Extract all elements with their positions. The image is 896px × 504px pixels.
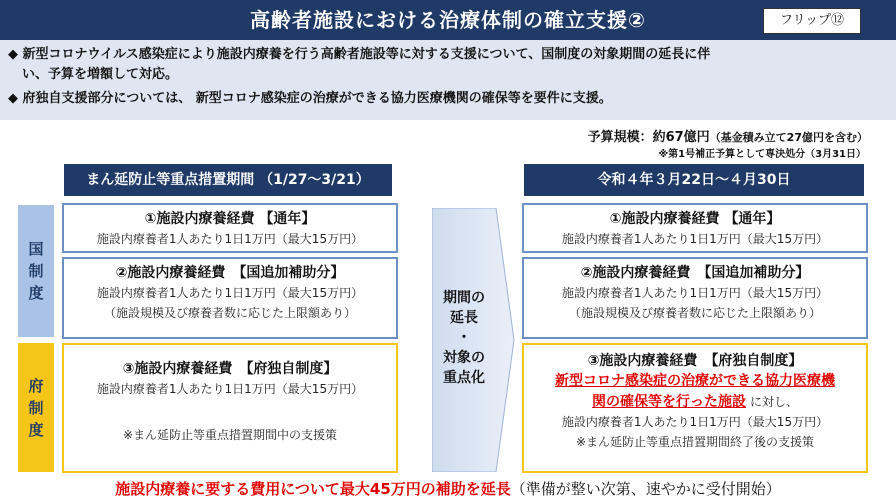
right-box-3-note: ※まん延防止等重点措置期間終了後の支援策 xyxy=(575,435,815,449)
left-period-header: まん延防止等重点措置期間 （1/27～3/21） xyxy=(64,164,392,196)
left-box-2-line: 施設内療養者1人あたり1日1万円（最大15万円） xyxy=(96,286,364,300)
right-box-2-line: 施設内療養者1人あたり1日1万円（最大15万円） xyxy=(561,286,829,300)
right-box-3 xyxy=(522,343,868,473)
right-box-3-requirement-1: 新型コロナ感染症の治療ができる協力医療機 xyxy=(555,373,835,389)
arrow-label: 期間の 延長 ・ 対象の 重点化 xyxy=(443,290,485,386)
right-box-2-title: ②施設内療養経費 【国追加補助分】 xyxy=(580,265,810,281)
left-box-1-line: 施設内療養者1人あたり1日1万円（最大15万円） xyxy=(96,232,364,246)
left-box-3-note: ※まん延防止等重点措置期間中の支援策 xyxy=(122,428,338,442)
right-box-1-title: ①施設内療養経費 【通年】 xyxy=(609,211,781,227)
intro-bullet-1-cont: い、予算を増額して対応。 xyxy=(22,67,179,82)
national-system-label: 国 制 度 xyxy=(18,205,54,337)
footer-summary xyxy=(0,478,896,500)
left-box-1-title: ①施設内療養経費 【通年】 xyxy=(144,211,316,227)
right-box-2 xyxy=(522,257,868,339)
intro-bullet-2: ◆ 府独自支援部分については、 新型コロナ感染症の治療ができる協力医療機関の確保等を要件に支援。 xyxy=(8,91,612,106)
budget-main: 予算規模：約67億円 xyxy=(587,130,710,145)
intro-bullet-1: ◆ 新型コロナウイルス感染症により施設内療養を行う高齢者施設等に対する支援について、国制度の対象期間の延長に伴 xyxy=(8,47,711,62)
budget-line xyxy=(0,126,868,145)
budget-detail: （基金積み立て27億円を含む） xyxy=(709,131,868,144)
right-box-3-suffix: に対し、 xyxy=(749,395,798,409)
intro-panel xyxy=(0,40,896,120)
left-box-2 xyxy=(62,257,398,339)
right-box-3-requirement-row xyxy=(524,391,866,412)
left-box-2-title: ②施設内療養経費 【国追加補助分】 xyxy=(115,265,345,281)
left-box-3-title: ③施設内療養経費 【府独自制度】 xyxy=(122,361,338,377)
footer-black: （準備が整い次第、速やかに受付開始） xyxy=(510,480,781,498)
left-box-3-line: 施設内療養者1人あたり1日1万円（最大15万円） xyxy=(96,382,364,396)
footer-red: 施設内療養に要する費用について最大45万円の補助を延長 xyxy=(115,480,511,498)
prefecture-system-label: 府 制 度 xyxy=(18,343,54,472)
left-box-2-sub: （施設規模及び療養者数に応じた上限額あり） xyxy=(103,306,356,320)
right-period-header: 令和４年３月22日～４月30日 xyxy=(524,164,864,196)
left-box-1 xyxy=(62,203,398,253)
right-box-1 xyxy=(522,203,868,253)
right-box-3-requirement-2: 関の確保等を行った施設 xyxy=(591,394,746,410)
right-box-2-sub: （施設規模及び療養者数に応じた上限額あり） xyxy=(568,306,821,320)
page-title: 高齢者施設における治療体制の確立支援② xyxy=(250,8,646,32)
left-box-3 xyxy=(62,343,398,473)
right-box-3-line: 施設内療養者1人あたり1日1万円（最大15万円） xyxy=(561,415,829,429)
budget-note: ※第1号補正予算として専決処分（3月31日） xyxy=(658,149,866,160)
right-box-1-line: 施設内療養者1人あたり1日1万円（最大15万円） xyxy=(561,232,829,246)
flip-label: フリップ⑫ xyxy=(763,8,861,34)
right-box-3-title: ③施設内療養経費 【府独自制度】 xyxy=(587,353,803,369)
